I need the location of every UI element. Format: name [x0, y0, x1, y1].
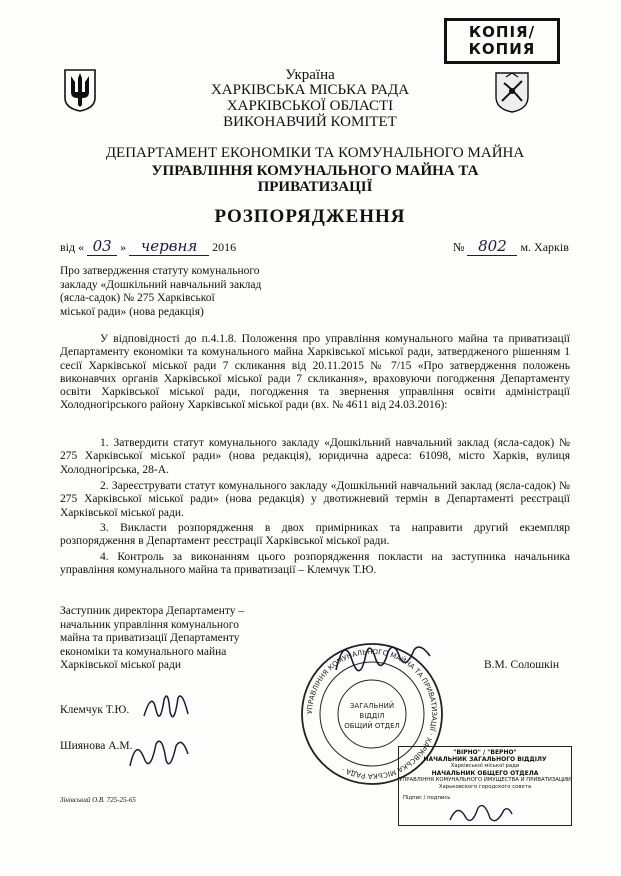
- region-name: ХАРКІВСЬКОЇ ОБЛАСТІ: [226, 98, 394, 114]
- department-name: ДЕПАРТАМЕНТ ЕКОНОМІКИ ТА КОМУНАЛЬНОГО МАЙНА: [105, 145, 525, 161]
- subject-block: [60, 265, 290, 319]
- directorate-line2: ПРИВАТИЗАЦІЇ: [257, 179, 373, 195]
- subject-line: закладу «Дошкільний навчальний заклад: [60, 278, 262, 291]
- subject-line: (ясла-садок) № 275 Харківської: [60, 292, 215, 304]
- number-prefix: №: [453, 240, 465, 254]
- signatory-title: [60, 605, 280, 673]
- signatory-title-line: Заступник директора Департаменту –: [60, 605, 245, 617]
- document-type-title: РОЗПОРЯДЖЕННЯ: [214, 206, 406, 227]
- visa-klemchuk: Клемчук Т.Ю.: [60, 704, 130, 716]
- signatory-title-line: Харківської міської ради: [60, 659, 181, 671]
- date-year: 2016: [212, 240, 237, 254]
- number-line: [453, 237, 569, 256]
- order-item-1: 1. Затвердити статут комунального закладу «Дошкільний навчальний заклад (ясла-садок) № 275 Харківської міської ради» (нова редакція), юридична адреса: 61098, місто Харків, вулиця Холодногірська, 28-А.: [60, 437, 570, 476]
- city-name: м. Харків: [520, 240, 569, 254]
- signatory-title-line: начальник управління комунального: [60, 618, 239, 631]
- order-item-3: 3. Викласти розпорядження в двох примірниках та направити другий екземпляр розпорядження в Департамент реєстрації Харківської міської ради.: [60, 522, 570, 548]
- verno-line4: УПРАВЛІННЯ КОМУНАЛЬНОГО ИМУЩЕСТВА И ПРИВАТИЗАЦИИ: [399, 777, 571, 783]
- seal-ring-path: УПРАВЛІННЯ КОМУНАЛЬНОГО МАЙНА ТА ПРИВАТИЗАЦІЇ · ХАРКІВСЬКА МІСЬКА РАДА ·: [305, 647, 439, 781]
- signatory-title-line: майна та приватизації Департаменту: [60, 632, 240, 644]
- document-number: 802: [467, 237, 517, 256]
- date-line: [60, 237, 236, 256]
- visa-signature-2: [126, 730, 192, 778]
- copy-stamp-line2: КОПИЯ: [468, 40, 536, 58]
- trident-emblem-icon: [63, 68, 97, 112]
- seal-center-line1: ЗАГАЛЬНИЙ: [349, 702, 395, 710]
- date-prefix: від «: [60, 240, 85, 254]
- visa-signature-1: [140, 686, 194, 732]
- director-signature: [330, 630, 440, 680]
- verno-signature: [446, 800, 516, 828]
- directorate-name: [120, 163, 510, 195]
- visa-shyianova: Шиянова А.М.: [60, 740, 133, 752]
- date-day: 03: [87, 237, 117, 256]
- council-name: ХАРКІВСЬКА МІСЬКА РАДА: [210, 82, 410, 98]
- signatory-name: В.М. Солошкін: [484, 659, 560, 671]
- committee-name: ВИКОНАВЧИЙ КОМІТЕТ: [223, 114, 397, 130]
- copy-stamp-line1: КОПІЯ/: [468, 23, 536, 41]
- subject-line: Про затвердження статуту комунального: [60, 265, 260, 277]
- verno-line5: Харьковского городского совета: [438, 784, 532, 790]
- copy-stamp: [444, 18, 560, 64]
- executor-note: Зінівський О.В. 725-25-65: [60, 796, 136, 804]
- directorate-line1: УПРАВЛІННЯ КОМУНАЛЬНОГО МАЙНА ТА: [151, 163, 479, 179]
- seal-center-line2: ВІДДІЛ: [359, 712, 385, 720]
- date-month: червня: [129, 237, 209, 256]
- order-item-2: 2. Зареєструвати статут комунального закладу «Дошкільний навчальний заклад (ясла-садок) № 275 Харківської міської ради» (нова редакція) у двотижневий термін в Департаменті реєстрації Харківської міської ради.: [60, 480, 570, 519]
- order-item-4: 4. Контроль за виконанням цього розпорядження покласти на заступника начальника управління комунального майна та приватизації – Клемчук Т.Ю.: [60, 551, 570, 577]
- country-name: Україна: [285, 67, 335, 83]
- seal-center-line3: ОБЩИЙ ОТДЕЛ: [344, 722, 400, 730]
- signatory-title-line: економіки та комунального майна: [60, 645, 227, 658]
- kharkiv-coat-of-arms-icon: [494, 71, 530, 113]
- preamble-paragraph: У відповідності до п.4.1.8. Положення про управління комунального майна та приватизації Департаменту економіки та комунального майна Харківської міської ради, затвердженого рішенням 1 сесії Харківської міської ради 7 скликання від 20.11.2015 № 7/15 «Про затвердження положень виконавчих органів Харківської міської ради 7 скликання», враховуючи погодження Департаменту освіти Харківської міської ради, погодження та звернення управління освіти адміністрації Холодногірського району Харківської міської ради (вх. № 4611 від 24.03.2016):: [60, 333, 570, 412]
- verno-line3: НАЧАЛЬНИК ОБЩЕГО ОТДЕЛА: [431, 770, 539, 777]
- verno-line6: Підпис / подпись: [403, 795, 451, 801]
- verno-title: "ВІРНО" / "ВЕРНО": [453, 749, 517, 756]
- subject-line: міської ради» (нова редакція): [60, 305, 204, 318]
- date-sep: »: [120, 240, 127, 254]
- verno-line2: Харківської міської ради: [450, 763, 520, 769]
- verno-line1: НАЧАЛЬНИК ЗАГАЛЬНОГО ВІДДІЛУ: [423, 756, 547, 763]
